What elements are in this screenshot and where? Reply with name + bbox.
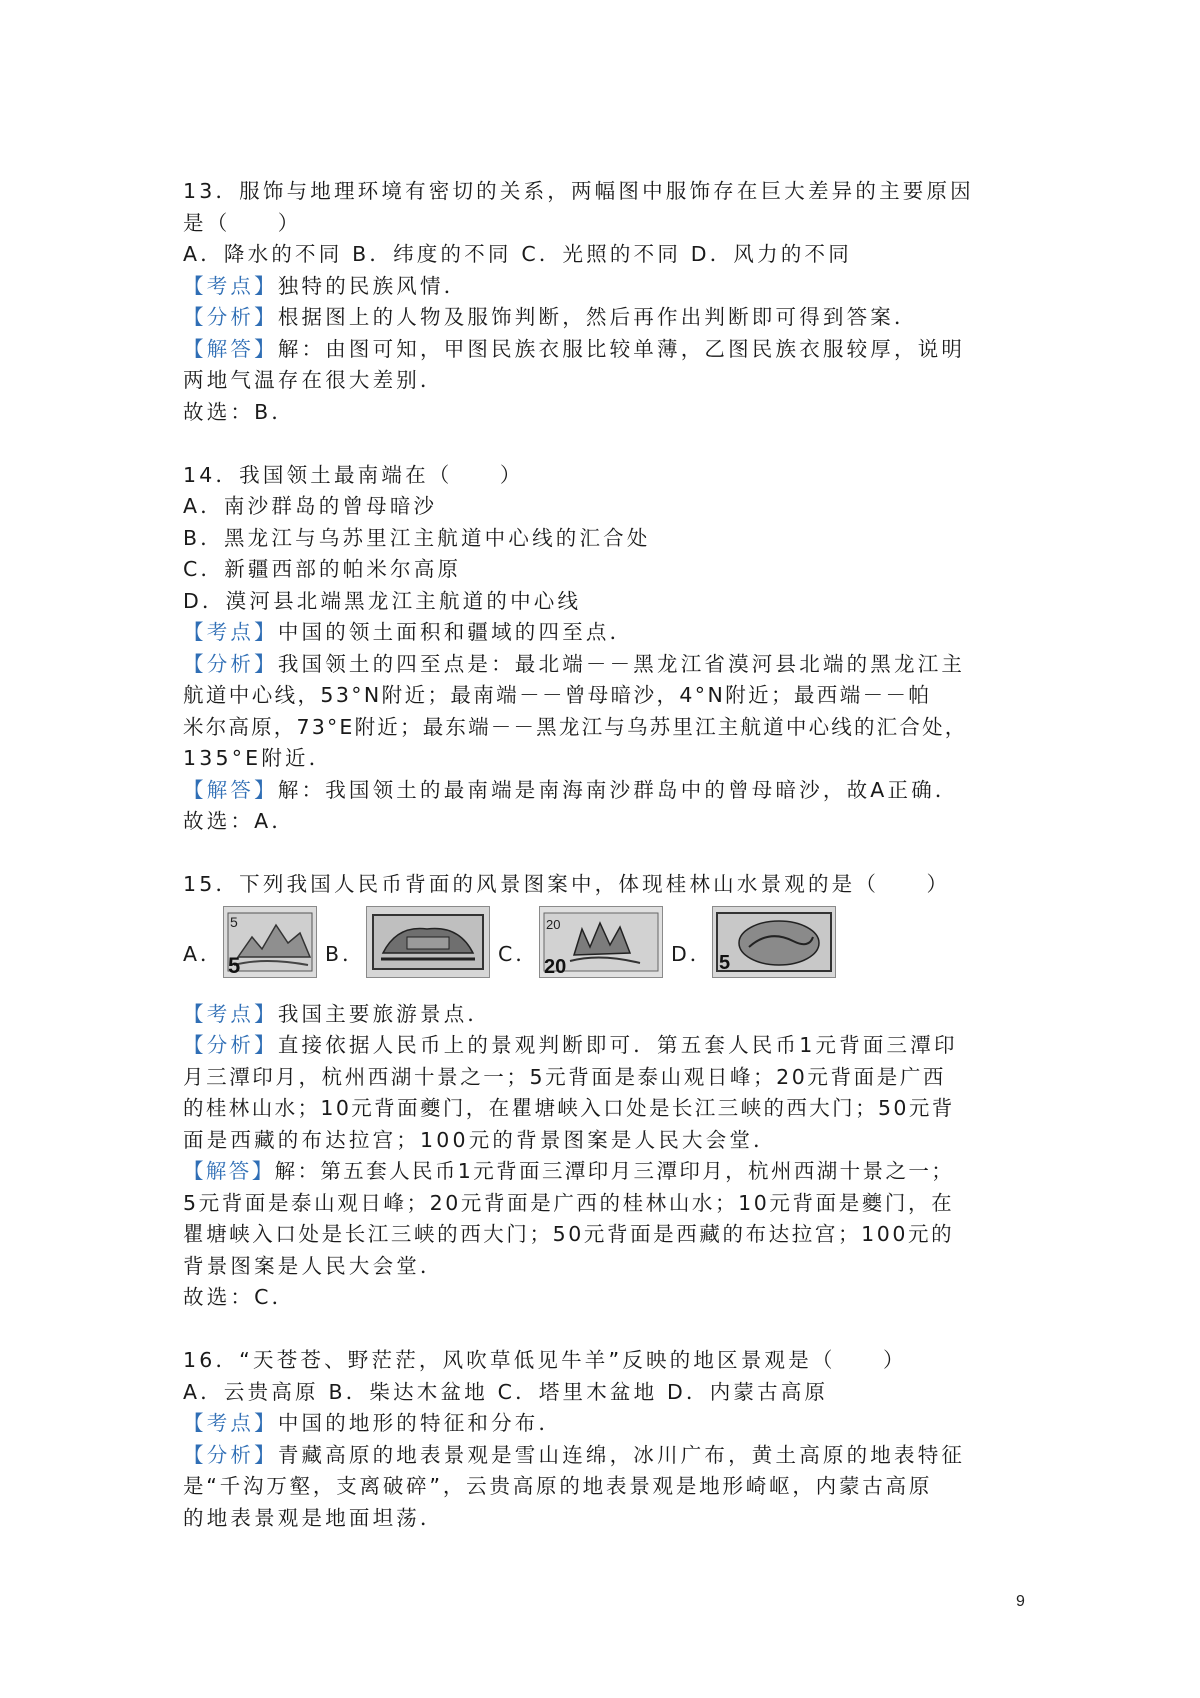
kaodian-line — [183, 999, 1033, 1031]
fenxi-text-cont: 面是西藏的布达拉宫；100元的背景图案是人民大会堂． — [183, 1127, 777, 1152]
option-d-label: D． — [671, 941, 714, 966]
final-answer: 故选：B． — [183, 399, 296, 424]
jieda-tag: 【解答】 — [183, 777, 278, 802]
question-16 — [183, 1345, 1033, 1534]
fenxi-text-cont: 的地表景观是地面坦荡． — [183, 1505, 444, 1530]
jieda-text-cont: 5元背面是泰山观日峰；20元背面是广西的桂林山水；10元背面是夔门，在 — [183, 1190, 955, 1215]
option-c-label: C． — [498, 941, 539, 966]
fenxi-line — [183, 302, 1033, 334]
answer-options: A．降水的不同 B．纬度的不同 C．光照的不同 D．风力的不同 — [183, 242, 852, 266]
option-d: D．漠河县北端黑龙江主航道的中心线 — [183, 588, 582, 613]
kaodian-line — [183, 1408, 1033, 1440]
note-a-digit-top: 5 — [230, 913, 238, 930]
jieda-tag: 【解答】 — [183, 1159, 275, 1183]
fenxi-text-cont: 月三潭印月，杭州西湖十景之一；5元背面是泰山观日峰；20元背面是广西 — [183, 1064, 947, 1089]
fenxi-text: 我国领土的四至点是：最北端－－黑龙江省漠河县北端的黑龙江主 — [277, 651, 966, 676]
final-answer: 故选：C． — [183, 1285, 296, 1309]
jieda-text: 解：第五套人民币1元背面三潭印月三潭印月，杭州西湖十景之一； — [274, 1159, 955, 1183]
question-stem: 16．“天苍苍、野茫茫，风吹草低见牛羊”反映的地区景观是（ ） — [183, 1348, 907, 1372]
page-number: 9 — [1016, 1593, 1025, 1610]
option-b-label: B． — [325, 941, 366, 966]
fenxi-line — [183, 1440, 1033, 1472]
fenxi-text-cont: 135°E附近． — [183, 746, 333, 770]
question-14 — [183, 460, 1033, 838]
content-column — [183, 176, 1033, 1534]
fenxi-text: 青藏高原的地表景观是雪山连绵，冰川广布，黄土高原的地表特征 — [277, 1442, 966, 1467]
option-b: B．黑龙江与乌苏里江主航道中心线的汇合处 — [183, 525, 651, 550]
option-c: C．新疆西部的帕米尔高原 — [183, 557, 462, 581]
banknote-20-image — [539, 906, 663, 978]
option-a-label: A． — [183, 941, 224, 966]
kaodian-tag: 【考点】 — [183, 1411, 278, 1435]
jieda-line — [183, 775, 1033, 807]
fenxi-tag: 【分析】 — [183, 1033, 278, 1057]
question-stem: 13．服饰与地理环境有密切的关系，两幅图中服饰存在巨大差异的主要原因 — [183, 179, 974, 203]
fenxi-text-cont: 是“千沟万壑，支离破碎”，云贵高原的地表景观是地形崎岖，内蒙古高原 — [183, 1474, 933, 1498]
jieda-text: 解：我国领土的最南端是南海南沙群岛中的曾母暗沙，故A正确． — [277, 777, 959, 802]
note-a-digit-bottom: 5 — [228, 952, 241, 978]
note-c-digit-bottom: 20 — [544, 955, 567, 978]
kaodian-tag: 【考点】 — [183, 273, 278, 298]
kaodian-text: 中国的领土面积和疆域的四至点． — [277, 620, 634, 644]
banknote-10-image — [366, 906, 490, 978]
kaodian-tag: 【考点】 — [183, 1001, 278, 1026]
fenxi-text-cont: 米尔高原，73°E附近；最东端－－黑龙江与乌苏里江主航道中心线的汇合处， — [183, 714, 968, 739]
kaodian-text: 中国的地形的特征和分布． — [277, 1411, 563, 1435]
jieda-tag: 【解答】 — [183, 336, 278, 361]
fenxi-line — [183, 649, 1033, 681]
kaodian-line — [183, 617, 1033, 649]
final-answer: 故选：A． — [183, 809, 296, 833]
fenxi-text-cont: 航道中心线，53°N附近；最南端－－曾母暗沙，4°N附近；最西端－－帕 — [183, 683, 932, 707]
kaodian-text: 独特的民族风情． — [277, 273, 468, 298]
question-stem: 14．我国领土最南端在（ ） — [183, 462, 524, 487]
fenxi-line — [183, 1030, 1033, 1062]
jieda-text-cont: 瞿塘峡入口处是长江三峡的西大门；50元背面是西藏的布达拉宫；100元的 — [183, 1222, 955, 1246]
fenxi-text: 直接依据人民币上的景观判断即可．第五套人民币1元背面三潭印 — [277, 1033, 958, 1057]
kaodian-tag: 【考点】 — [183, 620, 278, 644]
note-d-digit: 5 — [719, 951, 731, 974]
banknote-5-image — [223, 906, 317, 978]
question-15 — [183, 869, 1033, 1314]
answer-options: A．云贵高原 B．柴达木盆地 C．塔里木盆地 D．内蒙古高原 — [183, 1379, 829, 1404]
question-13 — [183, 176, 1033, 428]
kaodian-line — [183, 271, 1033, 303]
jieda-text-cont: 背景图案是人民大会堂． — [183, 1253, 444, 1278]
note-c-digit-top: 20 — [546, 916, 561, 932]
jieda-text: 解：由图可知，甲图民族衣服比较单薄，乙图民族衣服较厚，说明 — [277, 336, 966, 361]
fenxi-text: 根据图上的人物及服饰判断，然后再作出判断即可得到答案． — [277, 305, 918, 329]
question-stem: 是（ ） — [183, 210, 302, 235]
fenxi-text-cont: 的桂林山水；10元背面夔门，在瞿塘峡入口处是长江三峡的西大门；50元背 — [183, 1096, 955, 1120]
banknote-options — [183, 903, 1033, 999]
fenxi-tag: 【分析】 — [183, 305, 278, 329]
banknote-5-alt-image — [712, 906, 836, 978]
fenxi-tag: 【分析】 — [183, 651, 278, 676]
jieda-line — [183, 334, 1033, 366]
kaodian-text: 我国主要旅游景点． — [277, 1001, 492, 1026]
option-a: A．南沙群岛的曾母暗沙 — [183, 494, 438, 518]
jieda-line — [183, 1156, 1033, 1188]
fenxi-tag: 【分析】 — [183, 1442, 278, 1467]
question-stem: 15．下列我国人民币背面的风景图案中，体现桂林山水景观的是（ ） — [183, 872, 951, 896]
jieda-text-cont: 两地气温存在很大差别． — [183, 368, 444, 392]
